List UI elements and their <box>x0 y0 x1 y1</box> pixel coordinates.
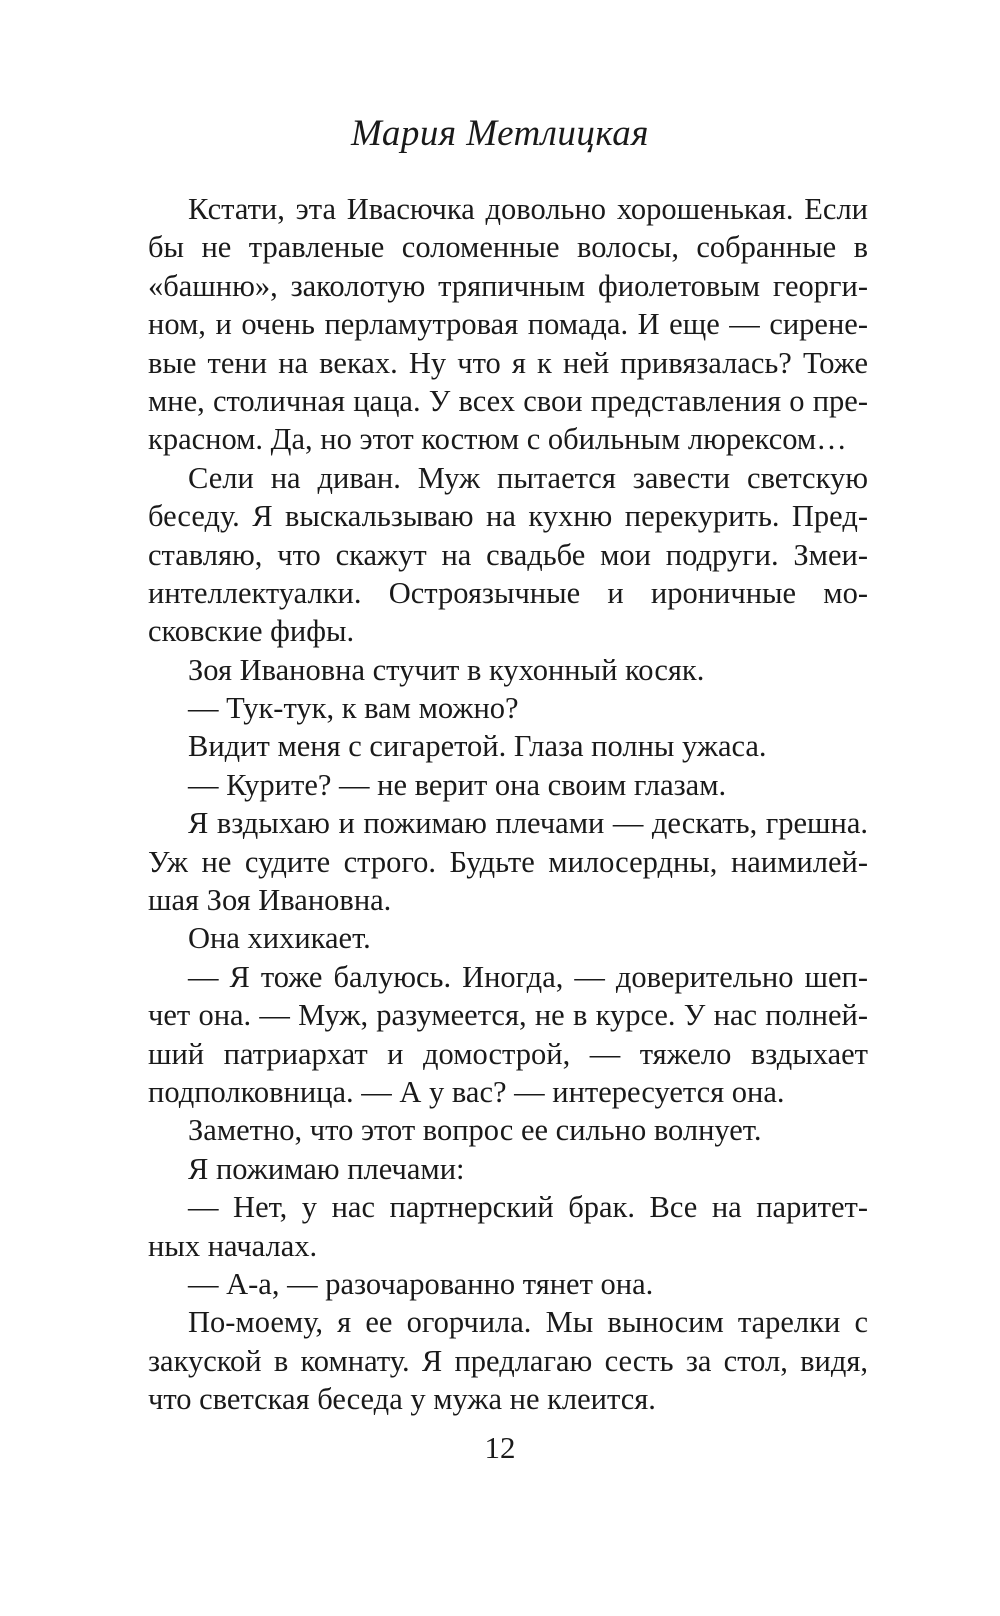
text-line: что светская беседа у мужа не клеится. <box>148 1382 656 1417</box>
text-line: Уж не судите строго. Будьте милосердны, наимилей- <box>148 844 868 879</box>
text-line: Я вздыхаю и пожимаю плечами — дескать, грешна. <box>188 806 868 841</box>
text-line: Зоя Ивановна стучит в кухонный косяк. <box>188 652 705 687</box>
text-line: Сели на диван. Муж пытается завести светскую <box>188 460 868 495</box>
body-text <box>148 190 868 1419</box>
page-number: 12 <box>484 1430 516 1465</box>
text-line: ставляю, что скажут на свадьбе мои подруги. Змеи- <box>148 537 868 572</box>
text-line: вые тени на веках. Ну что я к ней привязалась? Тоже <box>148 345 868 380</box>
text-line: Кстати, эта Ивасючка довольно хорошенькая. Если <box>188 192 868 226</box>
text-line: ном, и очень перламутровая помада. И еще — сирене- <box>148 307 868 342</box>
text-line: Она хихикает. <box>188 921 371 956</box>
text-line: шая Зоя Ивановна. <box>148 883 392 918</box>
text-line: мне, столичная цаца. У всех свои представления о пре- <box>148 383 868 418</box>
running-head-author: Мария Метлицкая <box>351 113 649 154</box>
text-line: Видит меня с сигаретой. Глаза полны ужаса. <box>188 729 767 764</box>
text-line: бы не травленые соломенные волосы, собранные в <box>148 230 868 265</box>
text-line: беседу. Я выскальзываю на кухню перекурить. Пред- <box>148 499 868 534</box>
text-line: чет она. — Муж, разумеется, не в курсе. У нас полней- <box>148 998 868 1033</box>
text-line: — Тук-тук, к вам можно? <box>188 691 519 726</box>
text-line: интеллектуалки. Остроязычные и ироничные мо- <box>148 575 868 610</box>
text-line: По-моему, я ее огорчила. Мы выносим тарелки с <box>188 1305 868 1340</box>
text-line: — А-а, — разочарованно тянет она. <box>188 1266 654 1301</box>
text-line: — Нет, у нас партнерский брак. Все на паритет- <box>188 1190 868 1225</box>
text-line: красном. Да, но этот костюм с обильным люрексом… <box>148 422 847 457</box>
text-line: Заметно, что этот вопрос ее сильно волнует. <box>188 1113 762 1148</box>
text-line: ных началах. <box>148 1228 318 1263</box>
text-line: «башню», заколотую тряпичным фиолетовым георги- <box>148 268 868 303</box>
text-line: сковские фифы. <box>148 614 355 649</box>
text-line: закуской в комнату. Я предлагаю сесть за стол, видя, <box>148 1343 868 1378</box>
text-line: — Я тоже балуюсь. Иногда, — доверительно шеп- <box>188 959 868 994</box>
text-line: Я пожимаю плечами: <box>188 1151 465 1186</box>
text-line: — Курите? — не верит она своим глазам. <box>188 767 727 802</box>
text-line: ший патриархат и домострой, — тяжело вздыхает <box>148 1036 868 1071</box>
text-line: подполковница. — А у вас? — интересуется она. <box>148 1074 785 1109</box>
